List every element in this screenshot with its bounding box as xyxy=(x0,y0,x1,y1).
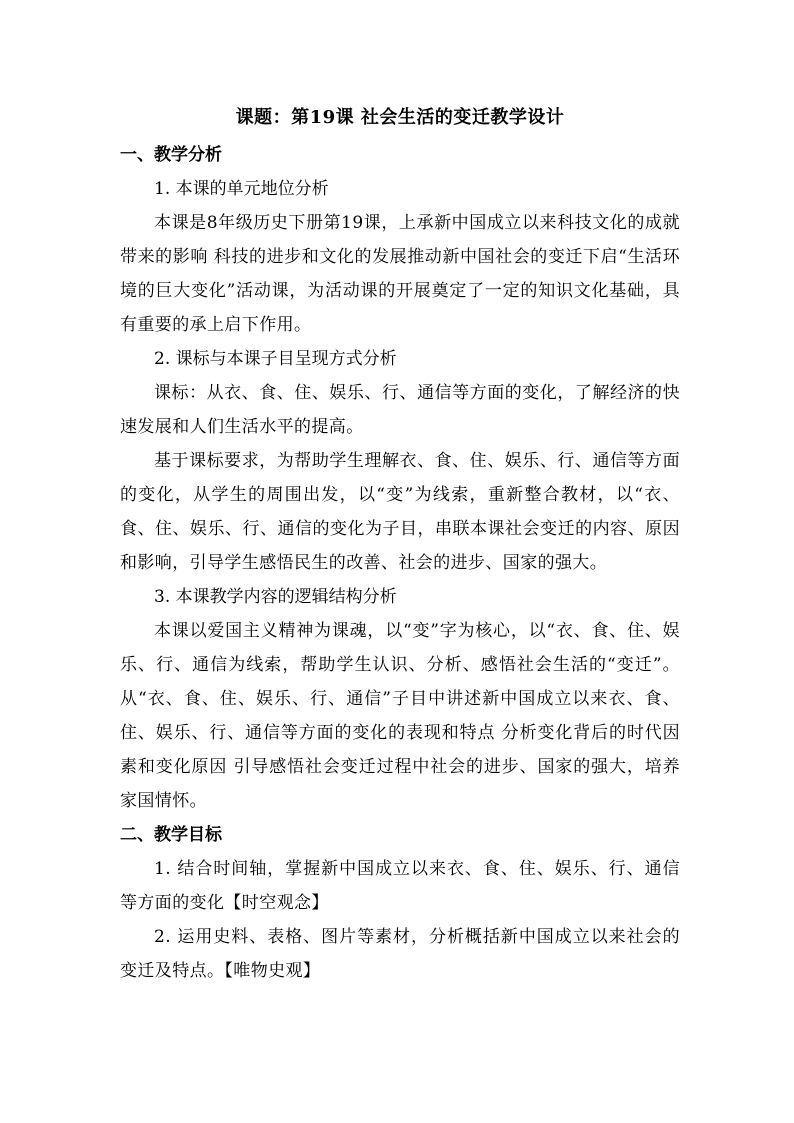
subheading-logic-structure: 3. 本课教学内容的逻辑结构分析 xyxy=(154,587,397,607)
paragraph-curriculum-integration: 基于课标要求，为帮助学生理解衣、食、住、娱乐、行、通信等方面的变化，从学生的周围出发，以“变”为线索，重新整合教材，以“衣、食、住、娱乐、行、通信的变化为子目，串联本课社会变迁的内容、原因和影响，引导学生感悟民生的改善、社会的进步、国家的强大。 xyxy=(120,451,680,573)
section-heading-goals: 二、教学目标 xyxy=(120,825,222,845)
paragraph-curriculum-standard: 课标：从衣、食、住、娱乐、行、通信等方面的变化，了解经济的快速发展和人们生活水平的提高。 xyxy=(120,383,680,437)
goal-item-1: 1. 结合时间轴，掌握新中国成立以来衣、食、住、娱乐、行、通信等方面的变化【时空观念】 xyxy=(120,859,680,913)
document-title: 课题：第19课 社会生活的变迁教学设计 xyxy=(235,107,565,128)
document-page xyxy=(120,100,680,988)
subheading-unit-position: 1. 本课的单元地位分析 xyxy=(154,179,329,199)
paragraph-unit-position: 本课是8年级历史下册第19课，上承新中国成立以来科技文化的成就带来的影响 科技的进步和文化的发展推动新中国社会的变迁下启“生活环境的巨大变化”活动课，为活动课的开展奠定了一定的知识文化基础，具有重要的承上启下作用。 xyxy=(120,213,680,335)
goal-item-2: 2. 运用史料、表格、图片等素材，分析概括新中国成立以来社会的变迁及特点。【唯物史观】 xyxy=(120,927,680,981)
paragraph-logic-structure: 本课以爱国主义精神为课魂，以“变”字为核心，以“衣、食、住、娱乐、行、通信为线索，帮助学生认识、分析、感悟社会生活的“变迁”。从“衣、食、住、娱乐、行、通信”子目中讲述新中国成立以来衣、食、住、娱乐、行、通信等方面的变化的表现和特点 分析变化背后的时代因素和变化原因 引导感悟社会变迁过程中社会的进步、国家的强大，培养家国情怀。 xyxy=(120,621,680,811)
subheading-curriculum-standard: 2. 课标与本课子目呈现方式分析 xyxy=(154,349,397,369)
section-heading-analysis: 一、教学分析 xyxy=(120,145,222,165)
